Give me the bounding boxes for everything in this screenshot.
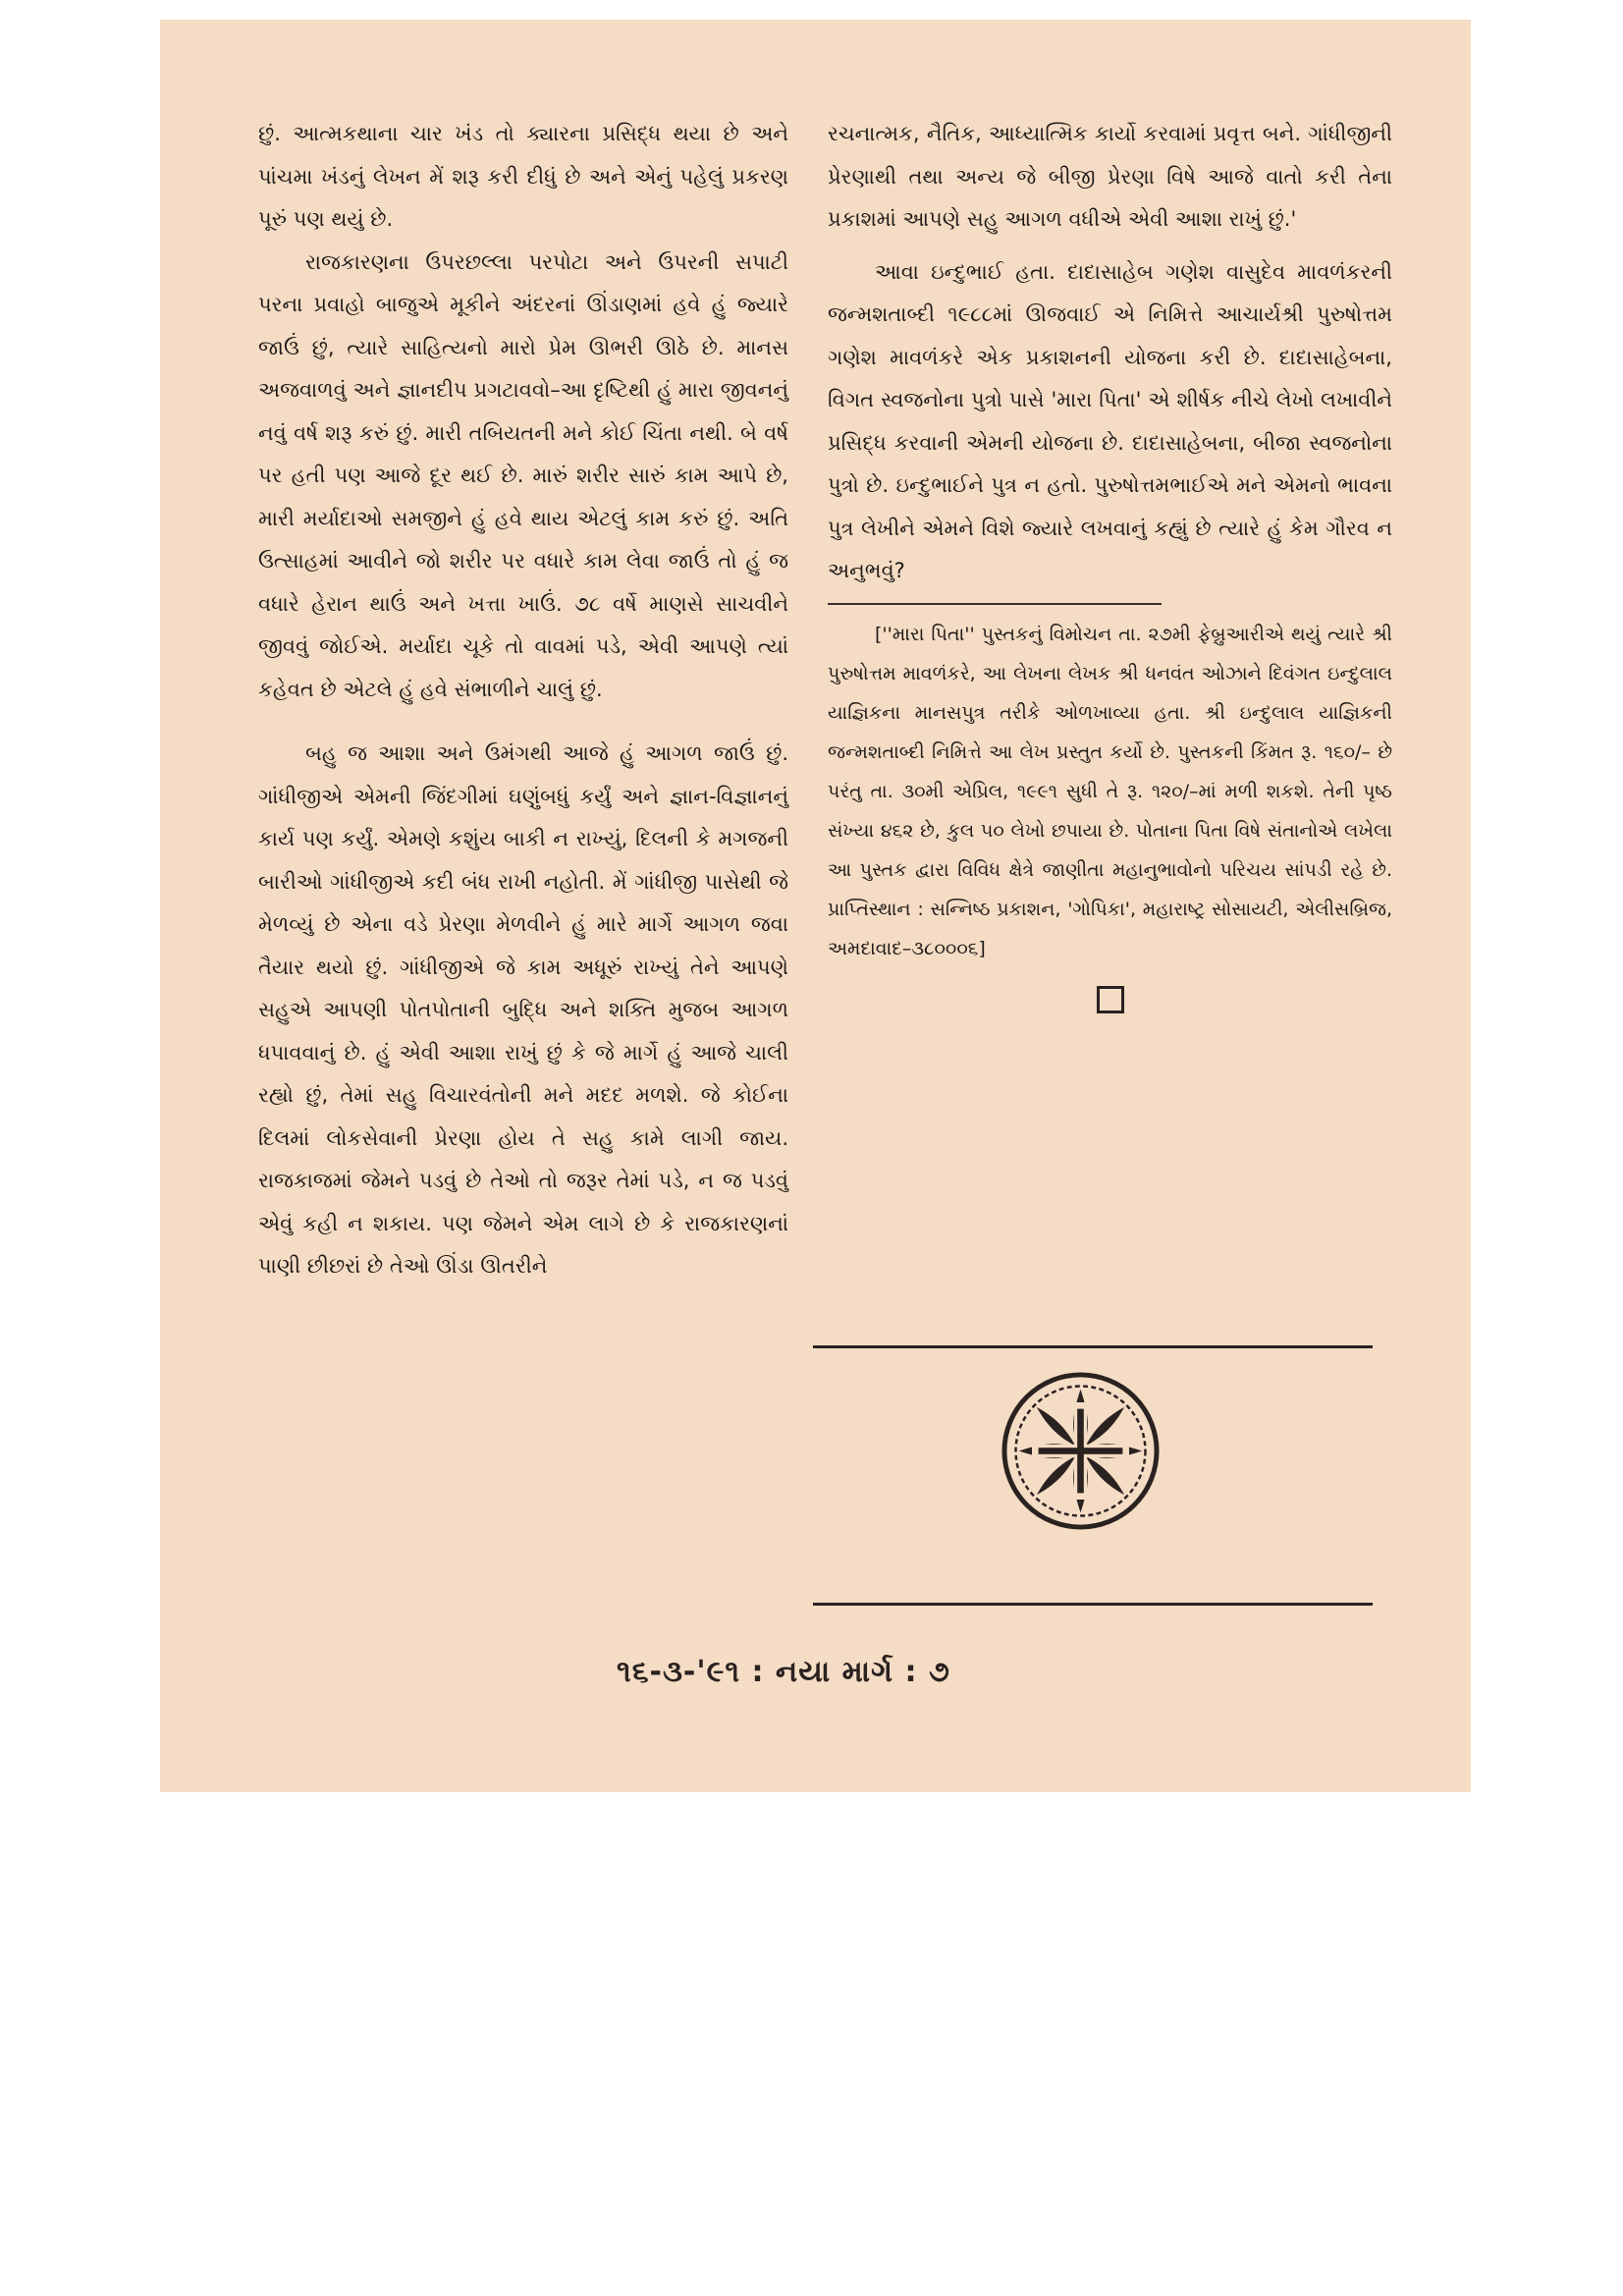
magazine-page [160, 20, 1471, 1792]
right-paragraph-1: રચનાત્મક, નૈતિક, આધ્યાત્મિક કાર્યો કરવામાં પ્રવૃત્ત બને. ગાંધીજીની પ્રેરણાથી તથા અન્ય જે બીજી પ્રેરણા વિષે આજે વાતો કરી તેના પ્રકાશમાં આપણે સહુ આગળ વધીએ એવી આશા રાખું છું.' [828, 122, 1392, 231]
decorative-floral-emblem-icon [1000, 1370, 1162, 1532]
left-column [258, 113, 788, 1288]
editor-note: [''મારા પિતા'' પુસ્તકનું વિમોચન તા. ૨૭મી ફેબ્રુઆરીએ થયું ત્યારે શ્રી પુરુષોત્તમ માવળંકરે, આ લેખના લેખક શ્રી ધનવંત ઓઝાને દિવંગત ઇન્દુલાલ યાજ્ઞિકના માનસપુત્ર તરીકે ઓળખાવ્યા હતા. શ્રી ઇન્દુલાલ યાજ્ઞિકની જન્મશતાબ્દી નિમિત્તે આ લેખ પ્રસ્તુત કર્યો છે. પુસ્તકની કિંમત રૂ. ૧૬૦/– છે પરંતુ તા. ૩૦મી એપ્રિલ, ૧૯૯૧ સુધી તે રૂ. ૧૨૦/–માં મળી શકશે. તેની પૃષ્ઠ સંખ્યા ૪૬૨ છે, કુલ ૫૦ લેખો છપાયા છે. પોતાના પિતા વિષે સંતાનોએ લખેલા આ પુસ્તક દ્વારા વિવિધ ક્ષેત્રે જાણીતા મહાનુભાવોનો પરિચય સાંપડી રહે છે. પ્રાપ્તિસ્થાન : સન્નિષ્ઠ પ્રકાશન, 'ગોપિકા', મહારાષ્ટ્ર સોસાયટી, એલીસબ્રિજ, અમદાવાદ–૩૮૦૦૦૬] [828, 623, 1392, 959]
left-paragraph-2: રાજકારણના ઉપરછલ્લા પરપોટા અને ઉપરની સપાટી પરના પ્રવાહો બાજુએ મૂકીને અંદરનાં ઊંડાણમાં હવે હું જ્યારે જાઉં છું, ત્યારે સાહિત્યનો મારો પ્રેમ ઊભરી ઊઠે છે. માનસ અજવાળવું અને જ્ઞાનદીપ પ્રગટાવવો–આ દૃષ્ટિથી હું મારા જીવનનું નવું વર્ષ શરૂ કરું છું. મારી તબિયતની મને કોઈ ચિંતા નથી. બે વર્ષ પર હતી પણ આજે દૂર થઈ છે. મારું શરીર સારું કામ આપે છે, મારી મર્યાદાઓ સમજીને હું હવે થાય એટલું કામ કરું છું. અતિ ઉત્સાહમાં આવીને જો શરીર પર વધારે કામ લેવા જાઉં તો હું જ વધારે હેરાન થાઉં અને ખત્તા ખાઉં. ૭૮ વર્ષે માણસે સાચવીને જીવવું જોઈએ. મર્યાદા ચૂકે તો વાવમાં પડે, એવી આપણે ત્યાં કહેવત છે એટલે હું હવે સંભાળીને ચાલું છું. [258, 249, 788, 701]
left-paragraph-1: છું. આત્મકથાના ચાર ખંડ તો ક્યારના પ્રસિદ્ધ થયા છે અને પાંચમા ખંડનું લેખન મેં શરૂ કરી દીધું છે અને એનું પહેલું પ્રકરણ પૂરું પણ થયું છે. [258, 122, 788, 231]
end-of-article-box [1097, 986, 1124, 1013]
right-paragraph-2: આવા ઇન્દુભાઈ હતા. દાદાસાહેબ ગણેશ વાસુદેવ માવળંકરની જન્મશતાબ્દી ૧૯૮૮માં ઊજવાઈ એ નિમિત્તે આચાર્યશ્રી પુરુષોત્તમ ગણેશ માવળંકરે એક પ્રકાશનની યોજના કરી છે. દાદાસાહેબના, વિગત સ્વજનોના પુત્રો પાસે 'મારા પિતા' એ શીર્ષક નીચે લેખો લખાવીને પ્રસિદ્ધ કરવાની એમની યોજના છે. દાદાસાહેબના, બીજા સ્વજનોના પુત્રો છે. ઇન્દુભાઈને પુત્ર ન હતો. પુરુષોત્તમભાઈએ મને એમનો ભાવના પુત્ર લેખીને એમને વિશે જ્યારે લખવાનું કહ્યું છે ત્યારે હું કેમ ગૌરવ ન અનુભવું? [828, 259, 1392, 582]
note-divider [828, 603, 1162, 605]
ornament-bottom-rule [813, 1603, 1373, 1606]
left-paragraph-3: બહુ જ આશા અને ઉમંગથી આજે હું આગળ જાઉં છું. ગાંધીજીએ એમની જિંદગીમાં ઘણુંબધું કર્યું અને જ્ઞાન-વિજ્ઞાનનું કાર્ય પણ કર્યું. એમણે કશુંય બાકી ન રાખ્યું, દિલની કે મગજની બારીઓ ગાંધીજીએ કદી બંધ રાખી નહોતી. મેં ગાંધીજી પાસેથી જે મેળવ્યું છે એના વડે પ્રેરણા મેળવીને હું મારે માર્ગે આગળ જવા તૈયાર થયો છું. ગાંધીજીએ જે કામ અધૂરું રાખ્યું તેને આપણે સહુએ આપણી પોતપોતાની બુદ્ધિ અને શક્તિ મુજબ આગળ ધપાવવાનું છે. હું એવી આશા રાખું છું કે જે માર્ગે હું આજે ચાલી રહ્યો છું, તેમાં સહુ વિચારવંતોની મને મદદ મળશે. જે કોઈના દિલમાં લોકસેવાની પ્રેરણા હોય તે સહુ કામે લાગી જાય. રાજકાજમાં જેમને પડવું છે તેઓ તો જરૂર તેમાં પડે, ન જ પડવું એવું કહી ન શકાય. પણ જેમને એમ લાગે છે કે રાજકારણનાં પાણી છીછરાં છે તેઓ ઊંડા ઊતરીને [258, 741, 788, 1278]
right-column [828, 113, 1392, 1013]
page-footer: ૧૬-૩-'૯૧ : નયા માર્ગ : ૭ [617, 1655, 950, 1689]
ornament-top-rule [813, 1345, 1373, 1348]
